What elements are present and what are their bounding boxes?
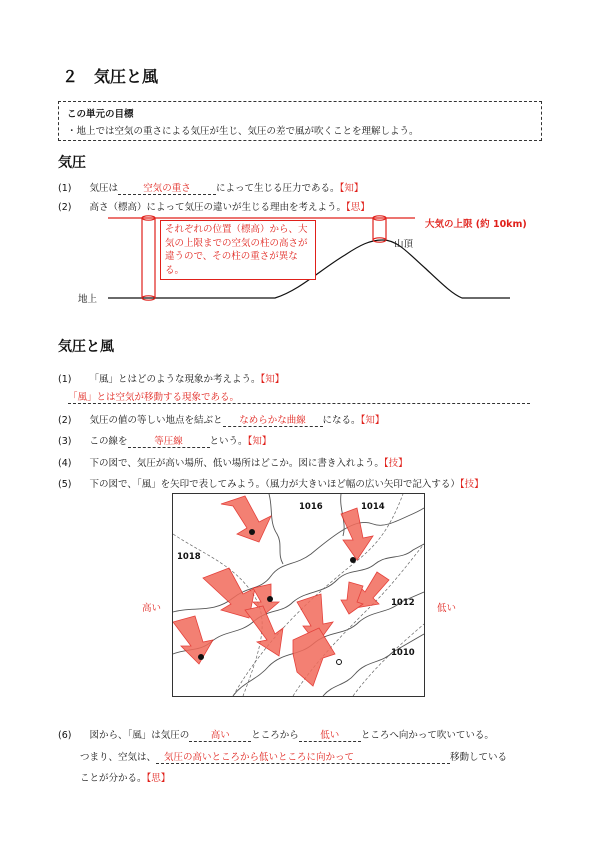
question-2-2 [58, 412, 384, 427]
isobar-label-1016: 1016 [299, 502, 323, 512]
low-pressure-center [267, 596, 273, 602]
question-text: 下の図で、「風」を矢印で表してみよう。（風力が大きいほど幅の広い矢印で記入する） [89, 479, 460, 490]
isobar-map-drawing [173, 494, 424, 696]
skill-tag: 【知】 [339, 183, 364, 194]
question-number: (2) [58, 202, 72, 213]
isobar-label-1018: 1018 [177, 552, 201, 562]
answer-box-reason: それぞれの位置（標高）から、大気の上限までの空気の柱の高さが違うので、その柱の重さが異なる。 [160, 220, 316, 280]
answer-blank-high: 高い [189, 727, 251, 742]
wind-arrow-icon [245, 606, 283, 656]
question-number: (1) [58, 374, 72, 385]
question-text: つまり、空気は、 [80, 752, 157, 763]
isobar-label-1014: 1014 [361, 502, 385, 512]
question-2-5 [58, 476, 484, 490]
weather-map [172, 493, 425, 697]
question-text: 下の図で、気圧が高い場所、低い場所はどこか。図に書き入れよう。 [89, 458, 384, 469]
answer-blank: 等圧線 [128, 433, 210, 448]
answer-blank: 空気の重さ [118, 180, 216, 195]
wind-arrow-icon [221, 496, 271, 542]
low-pressure-center [198, 654, 204, 660]
question-text: 気圧の値の等しい地点を結ぶと [89, 415, 223, 426]
wind-arrow-icon [293, 628, 335, 686]
wind-arrow-icon [341, 508, 373, 560]
skill-tag: 【技】 [383, 458, 408, 469]
isobar-label-1010: 1010 [391, 648, 415, 658]
answer-text: 「風」とは空気が移動する現象である。 [68, 392, 240, 403]
answer-line-2-1 [68, 389, 530, 404]
low-pressure-center [337, 660, 342, 665]
question-text: によって生じる圧力である。 [216, 183, 340, 194]
question-text: 「風」とはどのような現象か考えよう。 [89, 374, 261, 385]
question-text: 気圧は [89, 183, 119, 194]
question-2-3 [58, 433, 271, 448]
question-number: (1) [58, 183, 72, 194]
question-2-4 [58, 455, 408, 469]
low-pressure-label: 低い [437, 603, 457, 614]
answer-blank-movement: 気圧の高いところから低いところに向かって [156, 749, 450, 764]
objective-text: ・地上では空気の重さによる気圧が生じ、気圧の差で風が吹くことを理解しよう。 [67, 126, 419, 137]
skill-tag: 【知】 [260, 374, 285, 385]
question-number: (2) [58, 415, 72, 426]
wind-arrow-icon [173, 616, 213, 664]
question-text: ところへ向かって吹いている。 [360, 730, 494, 741]
question-text: という。 [209, 436, 248, 447]
question-text: 図から、「風」は気圧の [89, 730, 190, 741]
question-number: (3) [58, 436, 72, 447]
question-number: (5) [58, 479, 72, 490]
question-text: 移動している [450, 752, 508, 763]
question-2-6-line3 [80, 770, 170, 784]
skill-tag: 【知】 [247, 436, 272, 447]
question-2-1 [58, 371, 284, 385]
isobar-label-1012: 1012 [391, 598, 415, 608]
section-heading-kiatsu: 気圧 [58, 155, 86, 171]
summit-label: 山頂 [394, 239, 414, 250]
high-pressure-label: 高い [142, 603, 162, 614]
answer-blank-low: 低い [299, 727, 361, 742]
objective-heading: この単元の目標 [67, 109, 134, 120]
question-2-6-line2 [80, 749, 507, 764]
question-number: (6) [58, 730, 72, 741]
question-number: (4) [58, 458, 72, 469]
question-text: この線を [89, 436, 128, 447]
upper-limit-label: 大気の上限 (約 10km) [425, 219, 527, 230]
question-text: 高さ（標高）によって気圧の違いが生じる理由を考えよう。 [89, 202, 347, 213]
ground-label: 地上 [78, 294, 98, 305]
page-title: ２ 気圧と風 [62, 67, 159, 86]
section-heading-kiatsu-to-kaze: 気圧と風 [58, 339, 114, 355]
low-pressure-center [350, 557, 356, 563]
question-text: になる。 [322, 415, 361, 426]
skill-tag: 【思】 [346, 202, 370, 213]
question-text: ところから [251, 730, 299, 741]
answer-blank: なめらかな曲線 [223, 412, 323, 427]
skill-tag: 【知】 [360, 415, 385, 426]
low-pressure-center [249, 529, 255, 535]
question-2-6 [58, 727, 494, 742]
skill-tag: 【技】 [459, 479, 484, 490]
question-text: ことが分かる。 [80, 773, 147, 784]
skill-tag: 【思】 [146, 773, 171, 784]
